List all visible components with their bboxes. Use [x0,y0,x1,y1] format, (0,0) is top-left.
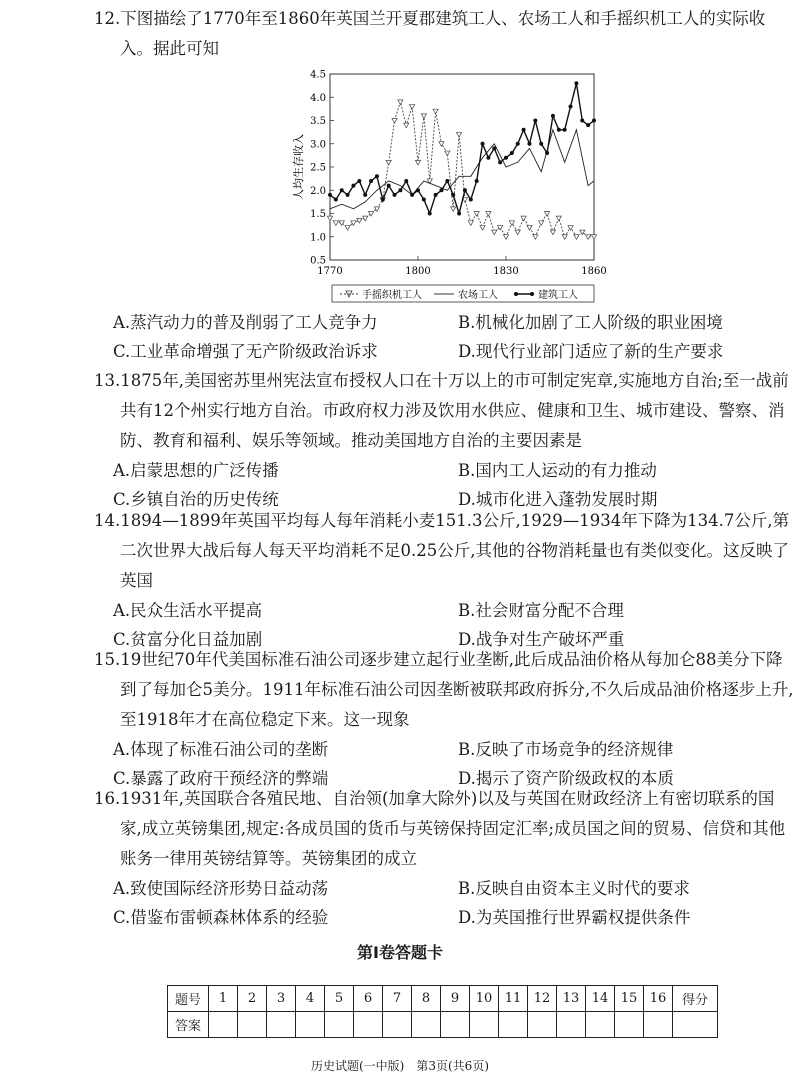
data-point-building [422,198,426,202]
data-point-building [328,193,332,197]
legend-item-handloom [340,288,422,301]
question-number-cell: 9 [441,986,470,1012]
data-point-building [481,142,485,146]
data-point-handloom [550,230,555,235]
data-point-handloom [333,221,338,226]
data-point-building [492,146,496,150]
x-tick-label: 1800 [405,266,431,277]
data-point-building [533,119,537,123]
data-point-handloom [456,132,461,137]
data-point-building [463,188,467,192]
data-point-building [434,193,438,197]
data-point-handloom [451,207,456,212]
data-point-building [469,198,473,202]
row-label-answer: 答案 [168,1012,209,1038]
chart-legend [332,285,594,302]
question-number-cell: 16 [644,986,673,1012]
legend-label-farm: 农场工人 [458,290,498,301]
option-b[interactable]: B.反映自由资本主义时代的要求 [458,879,690,898]
answer-cell[interactable] [296,1012,325,1038]
question-number-cell: 10 [470,986,499,1012]
data-point-handloom [398,100,403,105]
series-line-farm [330,130,594,209]
answer-cell[interactable] [557,1012,586,1038]
data-point-building [351,184,355,188]
data-point-handloom [574,235,579,240]
answer-card-answer-row [168,1012,718,1038]
data-point-building [498,160,502,164]
answer-cell[interactable] [615,1012,644,1038]
question-number-cell: 1 [209,986,238,1012]
y-tick-label: 3.0 [310,139,326,151]
data-point-handloom [527,225,532,230]
data-point-handloom [415,160,420,165]
option-c[interactable]: C.借鉴布雷顿森林体系的经验 [113,908,329,927]
data-point-handloom [539,221,544,226]
answer-cell[interactable] [586,1012,615,1038]
data-point-handloom [562,235,567,240]
option-d[interactable]: D.揭示了资产阶级政权的本质 [458,769,674,788]
option-c[interactable]: C.贫富分化日益加剧 [113,630,263,649]
data-point-building [574,81,578,85]
answer-cell[interactable] [644,1012,673,1038]
data-point-building [457,212,461,216]
dot-marker-icon [514,292,518,296]
y-tick-label: 2.5 [310,162,326,174]
data-point-handloom [404,123,409,128]
data-point-handloom [521,216,526,221]
data-point-building [428,212,432,216]
y-tick-label: 0.5 [310,255,326,267]
question-number-cell: 7 [383,986,412,1012]
question-number-cell: 5 [325,986,354,1012]
option-a[interactable]: A.体现了标准石油公司的垄断 [113,740,329,759]
data-point-building [516,142,520,146]
y-tick-label: 4.0 [310,92,326,104]
option-c[interactable]: C.乡镇自治的历史传统 [113,490,279,509]
answer-cell[interactable] [412,1012,441,1038]
data-point-building [334,198,338,202]
data-point-building [381,198,385,202]
data-point-building [357,179,361,183]
data-point-building [404,179,408,183]
data-point-building [398,188,402,192]
data-point-handloom [515,230,520,235]
question-number-cell: 3 [267,986,296,1012]
legend-label-building: 建筑工人 [538,290,578,301]
data-point-handloom [410,105,415,110]
option-b[interactable]: B.机械化加剧了工人阶级的职业困境 [458,313,723,332]
answer-card-number-row [168,986,718,1012]
legend-item-building [514,288,578,301]
income-line-chart [282,62,612,307]
data-point-building [340,188,344,192]
data-point-handloom [445,151,450,156]
question-stem: 16.1931年,英国联合各殖民地、自治领(加拿大除外)以及与英国在财政经济上有密切联系的国家,成立英镑集团,规定:各成员国的货币与英镑保持固定汇率;成员国之间的贸易、信贷和其他账务一律用英镑结算等。英镑集团的成立 [94,789,786,868]
data-point-handloom [591,235,596,240]
data-point-building [445,179,449,183]
option-b[interactable]: B.反映了市场竞争的经济规律 [458,740,674,759]
question-number-cell: 13 [557,986,586,1012]
data-point-handloom [556,216,561,221]
x-axis-ticks [317,256,606,277]
question-number-cell: 15 [615,986,644,1012]
option-c[interactable]: C.工业革命增强了无产阶级政治诉求 [113,342,378,361]
data-point-building [369,179,373,183]
data-point-handloom [486,212,491,217]
x-tick-label: 1770 [317,266,343,277]
y-axis-label: 人均生存收入 [292,134,305,200]
data-point-handloom [480,225,485,230]
data-point-building [439,188,443,192]
question-16 [94,784,796,932]
x-tick-label: 1860 [581,266,607,277]
option-b[interactable]: B.国内工人运动的有力推动 [458,461,657,480]
data-point-building [387,184,391,188]
data-point-handloom [503,235,508,240]
data-point-building [569,105,573,109]
question-15 [94,645,796,793]
answer-cell[interactable] [499,1012,528,1038]
data-point-handloom [474,212,479,217]
data-point-handloom [433,109,438,114]
answer-cell[interactable] [267,1012,296,1038]
question-12-options [94,308,796,366]
option-d[interactable]: D.城市化进入蓬勃发展时期 [458,490,658,509]
data-point-handloom [392,119,397,124]
answer-cell[interactable] [354,1012,383,1038]
data-point-building [522,128,526,132]
answer-cell[interactable] [238,1012,267,1038]
data-point-building [563,128,567,132]
data-point-building [551,114,555,118]
data-point-building [527,142,531,146]
answer-card-title: 第Ⅰ卷答题卡 [357,943,443,962]
page-footer: 历史试题(一中版) 第3页(共6页) [311,1059,489,1073]
answer-cell[interactable] [383,1012,412,1038]
y-tick-label: 4.5 [310,69,326,81]
data-point-building [363,193,367,197]
option-d[interactable]: D.现代行业部门适应了新的生产要求 [458,342,724,361]
data-point-building [486,156,490,160]
question-13 [94,366,796,514]
data-point-building [375,174,379,178]
y-tick-label: 1.5 [310,209,326,220]
data-point-building [475,179,479,183]
data-point-building [393,193,397,197]
question-number-cell: 2 [238,986,267,1012]
answer-cell[interactable] [441,1012,470,1038]
data-point-handloom [509,221,514,226]
legend-label-handloom: 手摇织机工人 [362,290,422,301]
data-point-handloom [492,230,497,235]
option-b[interactable]: B.社会财富分配不合理 [458,601,624,620]
question-number-cell: 12 [528,986,557,1012]
series-line-handloom [330,102,594,237]
series-group [327,81,596,239]
question-stem: 14.1894—1899年英国平均每人每年消耗小麦151.3公斤,1929—1934年下降为134.7公斤,第二次世界大战后每人每天平均消耗不足0.25公斤,其他的谷物消耗量也有类似变化。这反映了英国 [94,511,790,590]
data-point-handloom [468,221,473,226]
data-point-handloom [568,225,573,230]
data-point-handloom [533,235,538,240]
data-point-building [586,123,590,127]
option-d[interactable]: D.战争对生产破坏严重 [458,630,625,649]
data-point-handloom [345,225,350,230]
data-point-handloom [386,160,391,165]
score-label-cell: 得分 [673,986,718,1012]
legend-item-farm [434,288,498,301]
data-point-building [410,193,414,197]
option-d[interactable]: D.为英国推行世界霸权提供条件 [458,908,691,927]
x-tick-label: 1830 [493,266,519,277]
data-point-building [557,128,561,132]
data-point-building [451,193,455,197]
y-tick-label: 3.5 [310,116,326,127]
data-point-building [510,151,514,155]
data-point-handloom [544,212,549,217]
option-a[interactable]: A.蒸汽动力的普及削弱了工人竞争力 [113,313,378,332]
answer-cell[interactable] [209,1012,238,1038]
question-stem: 12.下图描绘了1770年至1860年英国兰开夏郡建筑工人、农场工人和手摇织机工人的实际收入。据此可知 [94,9,766,58]
question-number-cell: 14 [586,986,615,1012]
data-point-building [592,119,596,123]
data-point-building [504,156,508,160]
question-number-cell: 8 [412,986,441,1012]
option-a[interactable]: A.民众生活水平提高 [113,601,263,620]
row-label-number: 题号 [168,986,209,1012]
data-point-building [545,151,549,155]
option-c[interactable]: C.暴露了政府干预经济的弊端 [113,769,329,788]
answer-cell[interactable] [470,1012,499,1038]
data-point-building [416,188,420,192]
data-point-handloom [421,114,426,119]
answer-card-table [167,985,718,1038]
option-a[interactable]: A.启蒙思想的广泛传播 [113,461,279,480]
question-number-cell: 11 [499,986,528,1012]
question-stem: 15.19世纪70年代美国标准石油公司逐步建立起行业垄断,此后成品油价格从每加仑88美分下降到了每加仑5美分。1911年标准石油公司因垄断被联邦政府拆分,不久后成品油价格逐步上升,至1918年才在高位稳定下来。这一现象 [94,650,794,729]
question-12 [94,4,796,64]
question-14 [94,506,796,654]
data-point-building [346,193,350,197]
score-cell[interactable] [673,1012,718,1038]
y-tick-label: 1.0 [310,232,326,244]
y-tick-label: 2.0 [310,185,326,197]
question-stem: 13.1875年,美国密苏里州宪法宣布授权人口在十万以上的市可制定宪章,实施地方自治;至一战前共有12个州实行地方自治。市政府权力涉及饮用水供应、健康和卫生、城市建设、警察、消防、教育和福利、娱乐等领域。推动美国地方自治的主要因素是 [94,371,789,450]
series-line-building [330,83,594,213]
question-number-cell: 6 [354,986,383,1012]
data-point-handloom [327,216,332,221]
answer-cell[interactable] [325,1012,354,1038]
option-a[interactable]: A.致使国际经济形势日益动荡 [113,879,329,898]
question-number-cell: 4 [296,986,325,1012]
answer-cell[interactable] [528,1012,557,1038]
data-point-building [580,119,584,123]
data-point-building [539,142,543,146]
data-point-handloom [439,142,444,147]
